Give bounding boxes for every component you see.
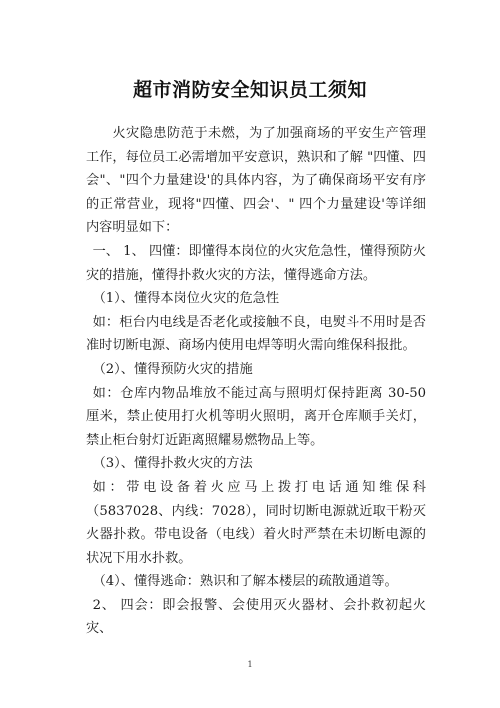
paragraph-intro: 火灾隐患防范于未燃，为了加强商场的平安生产管理工作，每位员工必需增加平安意识，熟识和了解 "四懂、四会"、"四个力量建设'的具体内容，为了确保商场平安有序的正常营业，现将"四懂、四会'、" 四个力量建设'等详细内容明显如下： bbox=[86, 126, 426, 236]
page-title: 超市消防安全知识员工须知 bbox=[132, 79, 367, 101]
paragraph-heading-2: （2）、懂得预防火灾的措施 bbox=[92, 361, 253, 377]
paragraph-example-3: 如：带电设备着火应马上拨打电话通知维保科（5837028、内线：7028），同时切断电源就近取干粉灭火器扑救。带电设备（电线）着火时严禁在未切断电源的状况下用水扑救。 bbox=[86, 479, 426, 566]
page-number: 1 bbox=[247, 660, 253, 669]
document-body bbox=[86, 122, 426, 641]
paragraph-heading-1: （1）、懂得本岗位火灾的危急性 bbox=[92, 291, 280, 307]
paragraph-heading-4: （4）、懂得逃命：熟识和了解本楼层的疏散通道等。 bbox=[92, 574, 398, 590]
paragraph-example-1: 如：柜台内电线是否老化或接触不良，电熨斗不用时是否准时切断电源、商场内使用电焊等明火需向维保科报批。 bbox=[86, 314, 426, 354]
paragraph-four-skills: 2、 四会：即会报警、会使用灭火器材、会扑救初起火灾、 bbox=[86, 597, 426, 637]
paragraph-four-understand: 一、 1、 四懂：即懂得本岗位的火灾危急性，懂得预防火灾的措施，懂得扑救火灾的方法，懂得逃命方法。 bbox=[86, 243, 426, 283]
paragraph-example-2: 如：仓库内物品堆放不能过高与照明灯保持距离 30-50 厘米，禁止使用打火机等明火照明，离开仓库顺手关灯，禁止柜台射灯近距离照耀易燃物品上等。 bbox=[86, 385, 426, 448]
paragraph-heading-3: （3）、懂得扑救火灾的方法 bbox=[92, 456, 253, 472]
